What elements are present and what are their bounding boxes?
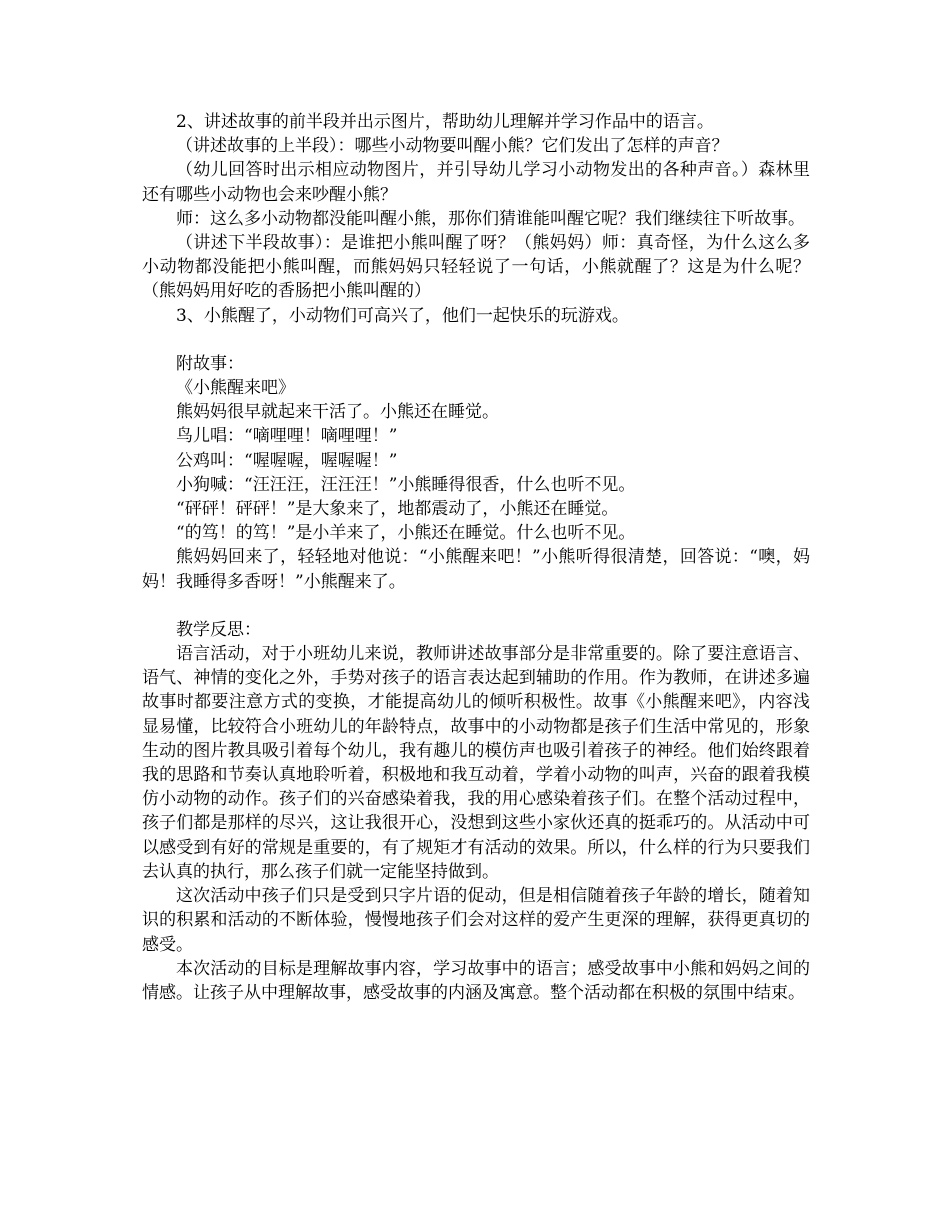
story-line-6: “的笃！的笃！”是小羊来了，小熊还在睡觉。什么也听不见。 [176,523,636,544]
reflection-paragraph-2: 这次活动中孩子们只是受到只字片语的促动，但是相信随着孩子年龄的增长，随着知识的积累和活动的不断体验，慢慢地孩子们会对这样的爱产生更深的理解，获得更真切的感受。 [142,886,810,955]
story-line-1: 熊妈妈很早就起来干活了。小熊还在睡觉。 [176,402,499,423]
story-line-3: 公鸡叫：“喔喔喔，喔喔喔！” [176,450,398,471]
paragraph-teacher-prompt: 师：这么多小动物都没能叫醒小熊，那你们猜谁能叫醒它呢？我们继续往下听故事。 [176,208,805,229]
paragraph-child-answers: （幼儿回答时出示相应动物图片，并引导幼儿学习小动物发出的各种声音。）森林里还有哪些小动物也会来吵醒小熊？ [142,160,810,205]
paragraph-first-half-question: （讲述故事的上半段）：哪些小动物要叫醒小熊？它们发出了怎样的声音？ [176,136,729,157]
story-title: 《小熊醒来吧》 [176,378,295,399]
reflection-heading: 教学反思： [176,619,261,640]
reflection-paragraph-3: 本次活动的目标是理解故事内容，学习故事中的语言；感受故事中小熊和妈妈之间的情感。让孩子从中理解故事，感受故事的内涵及寓意。整个活动都在积极的氛围中结束。 [142,958,810,1003]
document-body [142,110,810,1005]
paragraph-second-half: （讲述下半段故事）：是谁把小熊叫醒了呀？（熊妈妈）师：真奇怪，为什么这么多小动物都没能把小熊叫醒，而熊妈妈只轻轻说了一句话，小熊就醒了？这是为什么呢？（熊妈妈用好吃的香肠把小熊叫醒的） [142,233,810,302]
story-line-7: 熊妈妈回来了，轻轻地对他说：“小熊醒来吧！”小熊听得很清楚，回答说：“噢，妈妈！我睡得多香呀！”小熊醒来了。 [142,547,810,592]
reflection-paragraph-1: 语言活动，对于小班幼儿来说，教师讲述故事部分是非常重要的。除了要注意语言、语气、神情的变化之外，手势对孩子的语言表达起到辅助的作用。作为教师，在讲述多遍故事时都要注意方式的变换，才能提高幼儿的倾听积极性。故事《小熊醒来吧》，内容浅显易懂，比较符合小班幼儿的年龄特点，故事中的小动物都是孩子们生活中常见的，形象生动的图片教具吸引着每个幼儿，我有趣儿的模仿声也吸引着孩子的神经。他们始终跟着我的思路和节奏认真地聆听着，积极地和我互动着，学着小动物的叫声，兴奋的跟着我模仿小动物的动作。孩子们的兴奋感染着我，我的用心感染着孩子们。在整个活动过程中，孩子们都是那样的尽兴，这让我很开心，没想到这些小家伙还真的挺乖巧的。从活动中可以感受到有好的常规是重要的，有了规矩才有活动的效果。所以，什么样的行为只要我们去认真的执行，那么孩子们就一定能坚持做到。 [142,644,810,882]
story-line-5: “砰砰！砰砰！”是大象来了，地都震动了，小熊还在睡觉。 [176,499,619,520]
paragraph-step-3: 3、小熊醒了，小动物们可高兴了，他们一起快乐的玩游戏。 [176,305,629,326]
paragraph-step-2: 2、讲述故事的前半段并出示图片，帮助幼儿理解并学习作品中的语言。 [176,112,714,132]
story-line-2: 鸟儿唱：“嘀哩哩！嘀哩哩！” [176,426,398,447]
appendix-heading: 附故事： [176,353,244,374]
section-gap [142,594,810,618]
section-gap [142,328,810,352]
story-line-4: 小狗喊：“汪汪汪，汪汪汪！”小熊睡得很香，什么也听不见。 [176,474,636,495]
